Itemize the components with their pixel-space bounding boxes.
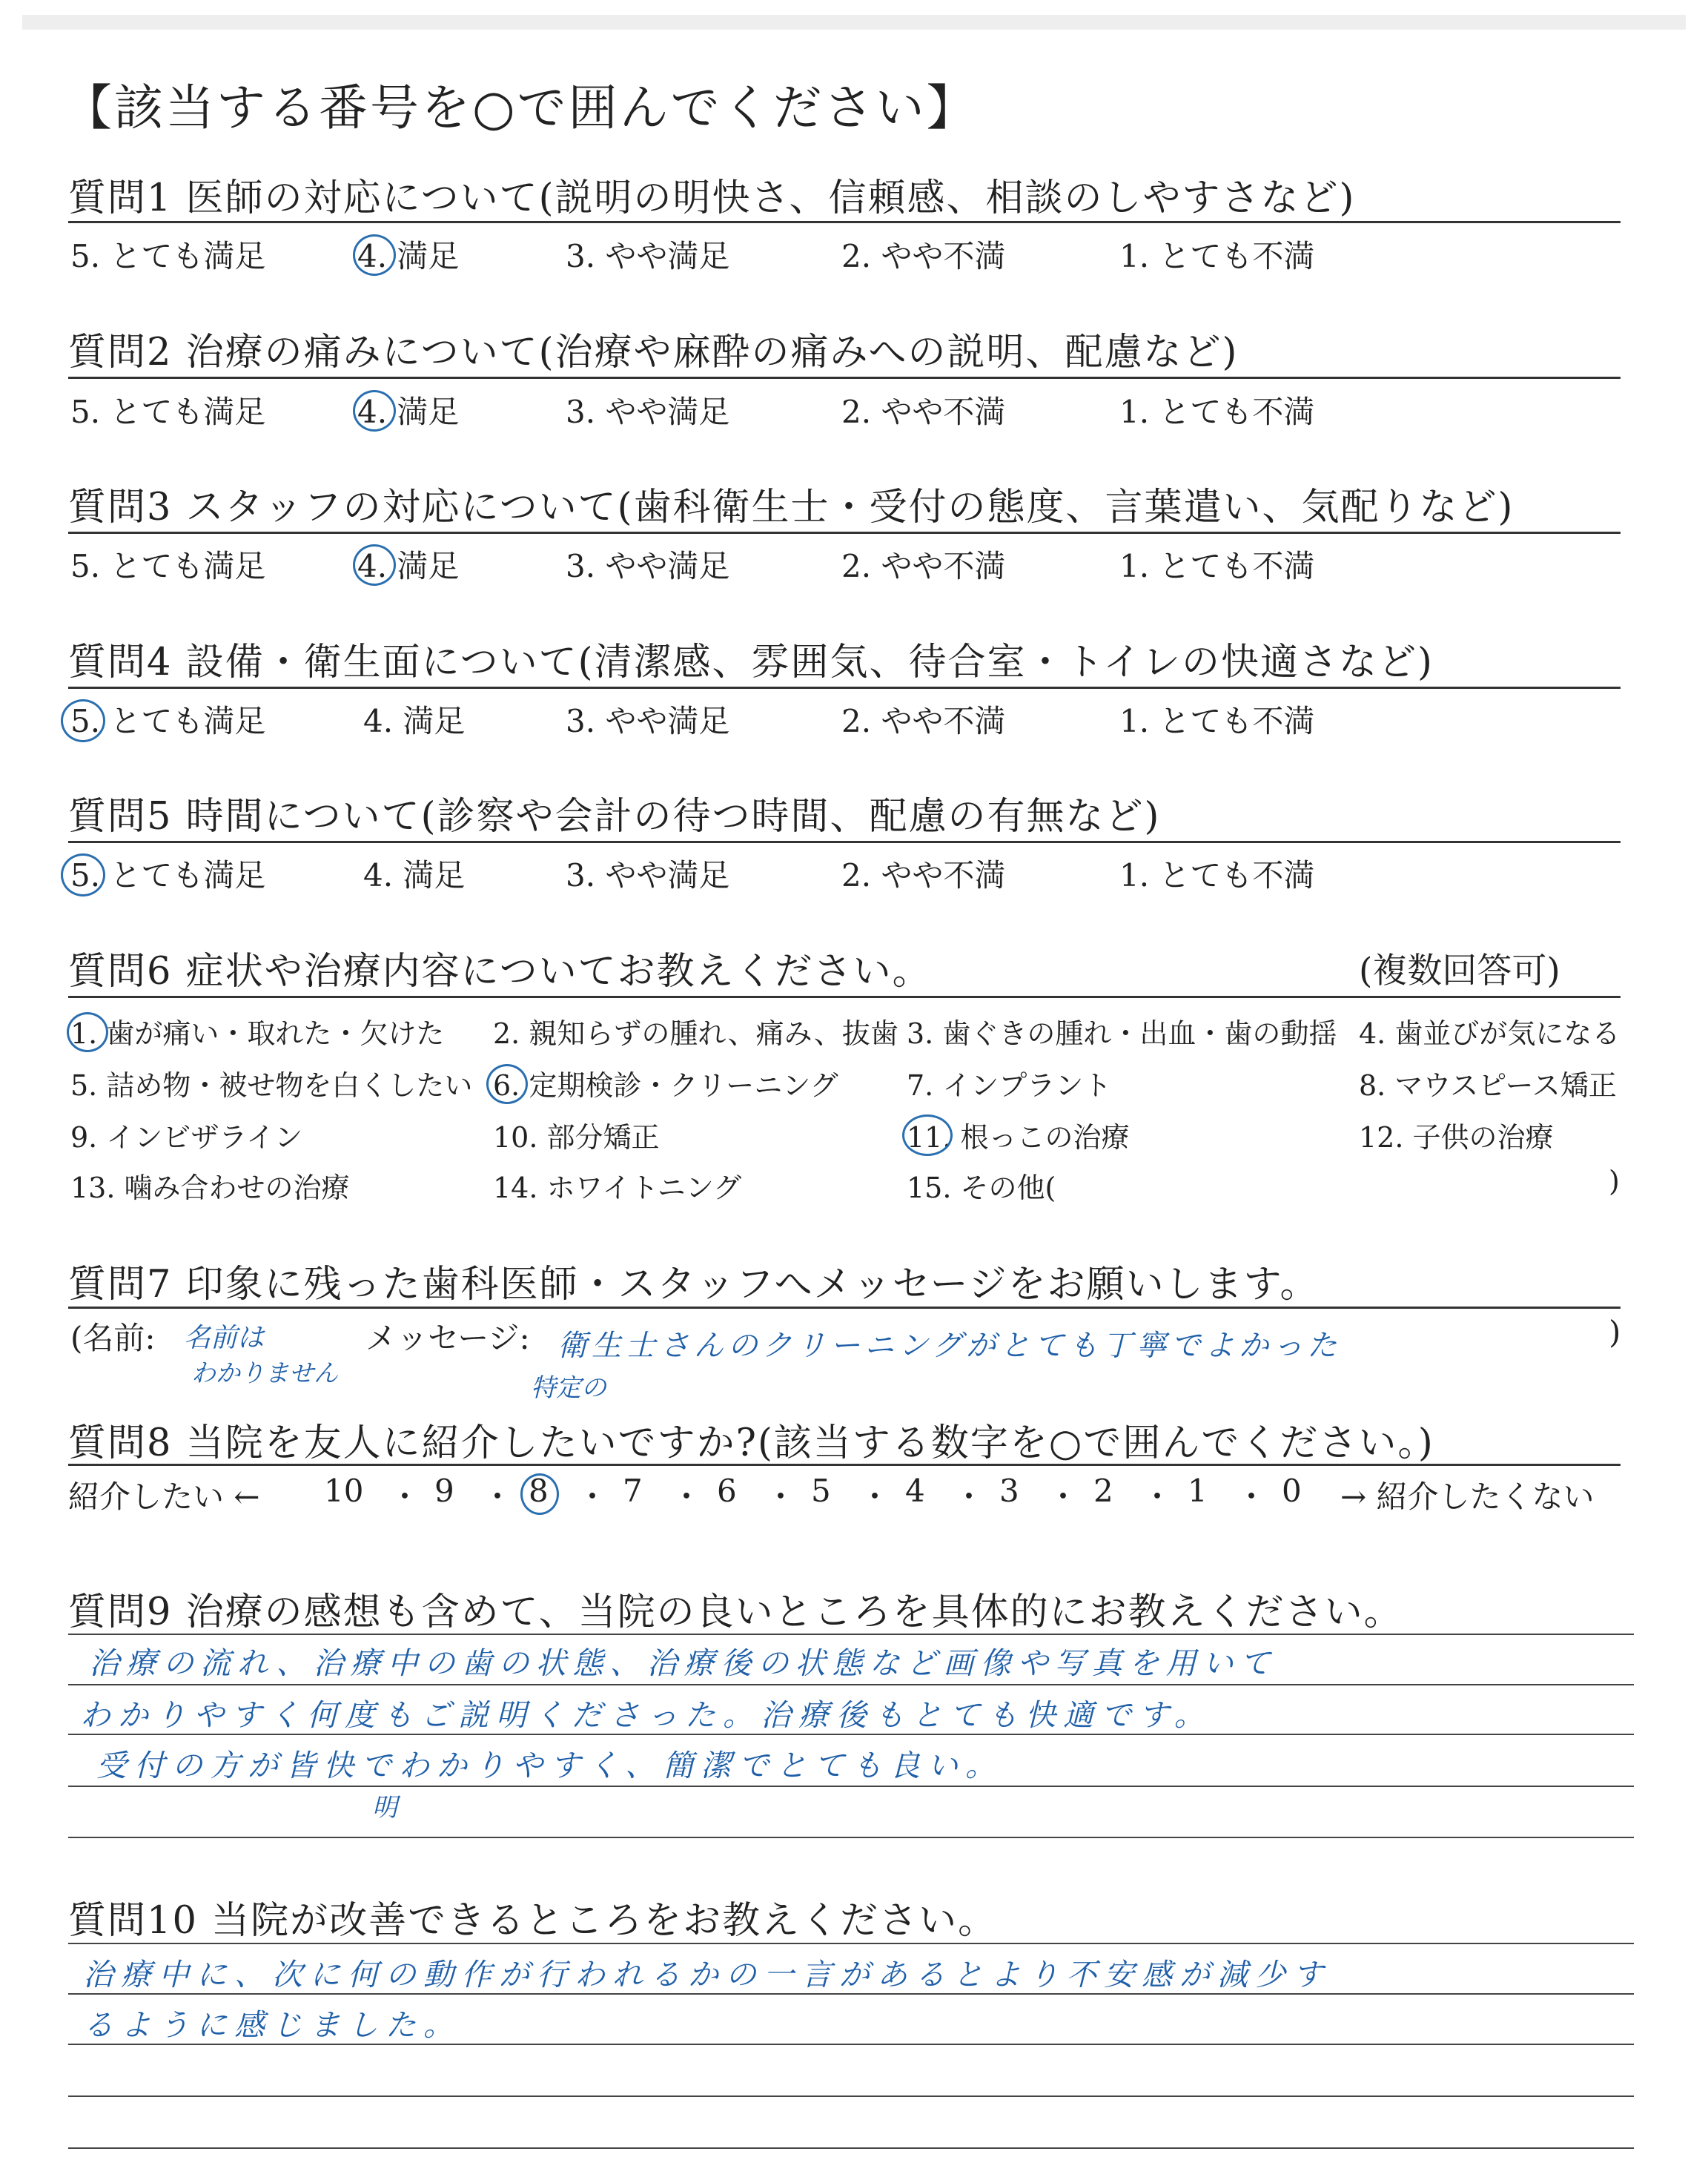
q4-heading: 質問4 設備・衛生面について(清潔感、雰囲気、待合室・トイレの快適さなど): [68, 641, 1434, 684]
q6-heading: 質問6 症状や治療内容についてお教えください。: [68, 950, 932, 994]
q5-option-5[interactable]: 5. とても満足: [70, 857, 266, 894]
q6-item-11[interactable]: 11. 根っこの治療: [907, 1121, 1130, 1154]
q5-option-4[interactable]: 4. 満足: [363, 857, 466, 894]
q5-rule: [68, 841, 1621, 843]
q7-message-handwritten: 衛生士さんのクリーニングがとても丁寧でよかった: [557, 1329, 1342, 1363]
q8-scale-9[interactable]: 9: [434, 1473, 454, 1509]
q5-option-1[interactable]: 1. とても不満: [1119, 857, 1315, 894]
q8-dot: ・: [1236, 1479, 1268, 1515]
q2-option-5[interactable]: 5. とても満足: [70, 394, 266, 430]
q3-rule: [68, 532, 1621, 534]
q8-dot: ・: [765, 1479, 797, 1515]
page-title: 【該当する番号を○で囲んでください】: [63, 79, 978, 136]
q1-selection-circle: [353, 234, 396, 276]
q10-answer-line-2: るように感じました。: [83, 2007, 461, 2043]
q9-insert: 明: [372, 1793, 397, 1823]
q1-rule: [68, 221, 1621, 223]
q8-heading: 質問8 当院を友人に紹介したいですか?(該当する数字を○で囲んでください。): [68, 1421, 1434, 1465]
q6-item-12[interactable]: 12. 子供の治療: [1359, 1121, 1554, 1154]
q8-dot: ・: [389, 1479, 421, 1515]
q2-option-3[interactable]: 3. やや満足: [566, 394, 730, 430]
q4-option-3[interactable]: 3. やや満足: [566, 703, 730, 739]
q6-selection-circle-1: [67, 1012, 108, 1052]
q8-scale-0[interactable]: 0: [1282, 1473, 1302, 1509]
q7-close-paren: ): [1609, 1314, 1621, 1350]
q6-item-14[interactable]: 14. ホワイトニング: [493, 1172, 742, 1204]
q5-heading: 質問5 時間について(診察や会計の待つ時間、配慮の有無など): [68, 795, 1161, 839]
q7-heading: 質問7 印象に残った歯科医師・スタッフへメッセージをお願いします。: [68, 1263, 1320, 1307]
q8-scale-2[interactable]: 2: [1093, 1473, 1113, 1509]
q6-item-3[interactable]: 3. 歯ぐきの腫れ・出血・歯の動揺: [907, 1017, 1337, 1050]
q6-item-4[interactable]: 4. 歯並びが気になる: [1359, 1017, 1621, 1050]
q6-other-close-paren: ): [1609, 1165, 1620, 1198]
q2-selection-circle: [353, 390, 396, 432]
q7-insert-handwritten: 特定の: [531, 1373, 606, 1403]
q6-item-6[interactable]: 6. 定期検診・クリーニング: [493, 1069, 838, 1102]
q8-scale-6[interactable]: 6: [717, 1473, 737, 1509]
q4-rule: [68, 687, 1621, 689]
q3-option-4[interactable]: 4. 満足: [357, 548, 460, 584]
q9-answer-line-2: わかりやすく何度もご説明くださった。治療後もとても快適です。: [80, 1697, 1212, 1733]
q2-heading: 質問2 治療の痛みについて(治療や麻酔の痛みへの説明、配慮など): [68, 331, 1239, 374]
q5-option-2[interactable]: 2. やや不満: [841, 857, 1006, 894]
q1-option-2[interactable]: 2. やや不満: [841, 238, 1006, 274]
q8-dot: ・: [859, 1479, 891, 1515]
q6-item-2[interactable]: 2. 親知らずの腫れ、痛み、抜歯: [493, 1017, 898, 1050]
q1-option-4[interactable]: 4. 満足: [357, 238, 460, 274]
q8-selection-circle: [520, 1473, 559, 1515]
q8-scale-8[interactable]: 8: [529, 1473, 549, 1509]
q10-answer-line-1: 治療中に、次に何の動作が行われるかの一言があるとより不安感が減少す: [83, 1957, 1331, 1992]
q3-option-3[interactable]: 3. やや満足: [566, 548, 730, 584]
q8-scale-5[interactable]: 5: [811, 1473, 831, 1509]
q2-rule: [68, 377, 1621, 379]
q6-item-9[interactable]: 9. インビザライン: [70, 1121, 303, 1154]
q7-message-label: メッセージ:: [365, 1320, 530, 1356]
q9-line-1: [68, 1634, 1634, 1635]
q6-item-15[interactable]: 15. その他(: [907, 1172, 1056, 1204]
q8-dot: ・: [577, 1479, 609, 1515]
scan-top-band: [22, 15, 1686, 30]
q6-selection-circle-6: [486, 1064, 528, 1104]
q4-option-1[interactable]: 1. とても不満: [1119, 703, 1315, 739]
q7-name-handwritten-1: 名前は: [184, 1323, 265, 1353]
q3-option-1[interactable]: 1. とても不満: [1119, 548, 1315, 584]
q9-line-5: [68, 1837, 1634, 1838]
q6-item-7[interactable]: 7. インプラント: [907, 1069, 1112, 1102]
q10-heading: 質問10 当院が改善できるところをお教えください。: [68, 1899, 998, 1943]
q8-dot: ・: [671, 1479, 703, 1515]
q2-option-1[interactable]: 1. とても不満: [1119, 394, 1315, 430]
q3-option-2[interactable]: 2. やや不満: [841, 548, 1006, 584]
q9-heading: 質問9 治療の感想も含めて、当院の良いところを具体的にお教えください。: [68, 1591, 1403, 1634]
q6-item-1[interactable]: 1. 歯が痛い・取れた・欠けた: [70, 1017, 445, 1050]
q10-line-5: [68, 2147, 1634, 2149]
q4-selection-circle: [61, 699, 105, 742]
q6-multi-answer-note: (複数回答可): [1359, 951, 1560, 991]
q7-rule: [68, 1307, 1621, 1309]
q8-scale-3[interactable]: 3: [999, 1473, 1019, 1509]
q8-left-label: 紹介したい ←: [68, 1479, 260, 1515]
q1-option-5[interactable]: 5. とても満足: [70, 238, 266, 274]
q7-name-label: (名前:: [70, 1320, 156, 1356]
q8-dot: ・: [953, 1479, 985, 1515]
q6-item-5[interactable]: 5. 詰め物・被せ物を白くしたい: [70, 1069, 473, 1102]
q10-line-4: [68, 2095, 1634, 2097]
q5-option-3[interactable]: 3. やや満足: [566, 857, 730, 894]
q8-scale-10[interactable]: 10: [324, 1473, 364, 1509]
q8-scale-7[interactable]: 7: [623, 1473, 643, 1509]
q5-selection-circle: [61, 853, 105, 896]
q1-option-3[interactable]: 3. やや満足: [566, 238, 730, 274]
q8-right-label: → 紹介したくない: [1340, 1479, 1595, 1515]
q9-line-2: [68, 1684, 1634, 1685]
q9-answer-line-3: 受付の方が皆快でわかりやすく、簡潔でとても良い。: [96, 1748, 1004, 1783]
q7-name-handwritten-2: わかりません: [191, 1358, 338, 1387]
q8-dot: ・: [482, 1479, 514, 1515]
q10-line-1: [68, 1943, 1634, 1944]
q4-option-5[interactable]: 5. とても満足: [70, 703, 266, 739]
q3-option-5[interactable]: 5. とても満足: [70, 548, 266, 584]
q6-item-10[interactable]: 10. 部分矯正: [493, 1121, 660, 1154]
q4-option-2[interactable]: 2. やや不満: [841, 703, 1006, 739]
q1-option-1[interactable]: 1. とても不満: [1119, 238, 1315, 274]
q8-rule: [68, 1464, 1621, 1466]
q2-option-4[interactable]: 4. 満足: [357, 394, 460, 430]
q6-item-8[interactable]: 8. マウスピース矯正: [1359, 1069, 1617, 1102]
q6-item-13[interactable]: 13. 噛み合わせの治療: [70, 1172, 350, 1204]
q6-rule: [68, 996, 1621, 998]
q6-selection-circle-11: [902, 1114, 953, 1156]
q3-heading: 質問3 スタッフの対応について(歯科衛生士・受付の態度、言葉遣い、気配りなど): [68, 486, 1515, 529]
q8-scale-4[interactable]: 4: [905, 1473, 925, 1509]
q8-dot: ・: [1142, 1479, 1174, 1515]
q2-option-2[interactable]: 2. やや不満: [841, 394, 1006, 430]
q4-option-4[interactable]: 4. 満足: [363, 703, 466, 739]
q8-dot: ・: [1047, 1479, 1079, 1515]
q3-selection-circle: [353, 544, 396, 586]
q8-scale-1[interactable]: 1: [1188, 1473, 1208, 1509]
q9-line-4: [68, 1786, 1634, 1787]
q1-heading: 質問1 医師の対応について(説明の明快さ、信頼感、相談のしやすさなど): [68, 176, 1356, 220]
q9-answer-line-1: 治療の流れ、治療中の歯の状態、治療後の状態など画像や写真を用いて: [89, 1645, 1277, 1681]
